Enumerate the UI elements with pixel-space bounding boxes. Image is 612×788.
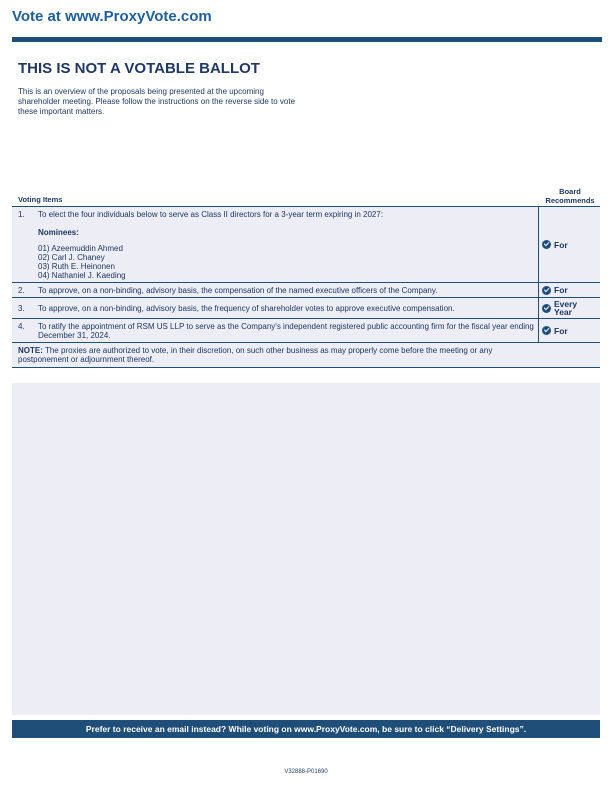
note-label: NOTE: xyxy=(18,346,43,355)
table-row xyxy=(12,283,600,298)
check-circle-icon xyxy=(542,286,551,295)
note xyxy=(12,343,600,368)
page-title: THIS IS NOT A VOTABLE BALLOT xyxy=(18,60,260,77)
intro-text: This is an overview of the proposals being presented at the upcoming shareholder meeting. Please follow the instructions on the reverse side to vote these important matters. xyxy=(18,87,296,116)
check-circle-icon xyxy=(542,304,551,313)
board-recommendation xyxy=(539,283,600,297)
recommendation-label: Every Year xyxy=(554,299,578,317)
recommendation-label: For xyxy=(554,325,568,336)
table-row xyxy=(12,207,600,283)
proxyvote-link[interactable]: Vote at www.ProxyVote.com xyxy=(12,8,212,25)
item-number: 1. xyxy=(18,210,25,219)
recommendation-label: For xyxy=(554,285,568,295)
board-recommendation xyxy=(539,298,600,318)
item-number: 2. xyxy=(18,286,25,295)
blank-panel xyxy=(12,383,600,715)
item-text: To approve, on a non-binding, advisory basis, the frequency of shareholder votes to approve executive compensation. xyxy=(38,304,455,313)
table-row xyxy=(12,319,600,343)
board-recommendation xyxy=(539,319,600,342)
check-circle-icon xyxy=(542,326,551,335)
nominee: 03) Ruth E. Heinonen xyxy=(38,262,115,271)
nominee: 02) Carl J. Chaney xyxy=(38,253,105,262)
board-recommends-header: Board Recommends xyxy=(545,187,595,205)
board-recommendation xyxy=(539,207,600,282)
voting-items-header: Voting Items xyxy=(18,195,63,204)
item-text: To approve, on a non-binding, advisory basis, the compensation of the named executive officers of the Company. xyxy=(38,286,438,295)
voting-items-table xyxy=(12,206,600,368)
check-circle-icon xyxy=(542,240,551,249)
header-divider xyxy=(12,37,602,42)
item-text: To elect the four individuals below to serve as Class II directors for a 3-year term expiring in 2027: xyxy=(38,210,384,219)
document-code: V32888-P01690 xyxy=(284,769,328,775)
nominees-label: Nominees: xyxy=(38,228,79,237)
item-number: 4. xyxy=(18,322,25,331)
note-text: The proxies are authorized to vote, in their discretion, on such other business as may properly come before the meeting or any postponement or adjournment thereof. xyxy=(18,346,493,364)
nominee: 04) Nathaniel J. Kaeding xyxy=(38,271,126,280)
nominee-list xyxy=(38,244,534,280)
nominee: 01) Azeemuddin Ahmed xyxy=(38,244,123,253)
table-row xyxy=(12,298,600,319)
delivery-settings-banner: Prefer to receive an email instead? While voting on www.ProxyVote.com, be sure to click “Delivery Settings”. xyxy=(12,720,600,738)
item-number: 3. xyxy=(18,304,25,313)
item-text: To ratify the appointment of RSM US LLP to serve as the Company's independent registered public accounting firm for the fiscal year ending December 31, 2024. xyxy=(38,322,534,340)
recommendation-label: For xyxy=(554,239,568,250)
